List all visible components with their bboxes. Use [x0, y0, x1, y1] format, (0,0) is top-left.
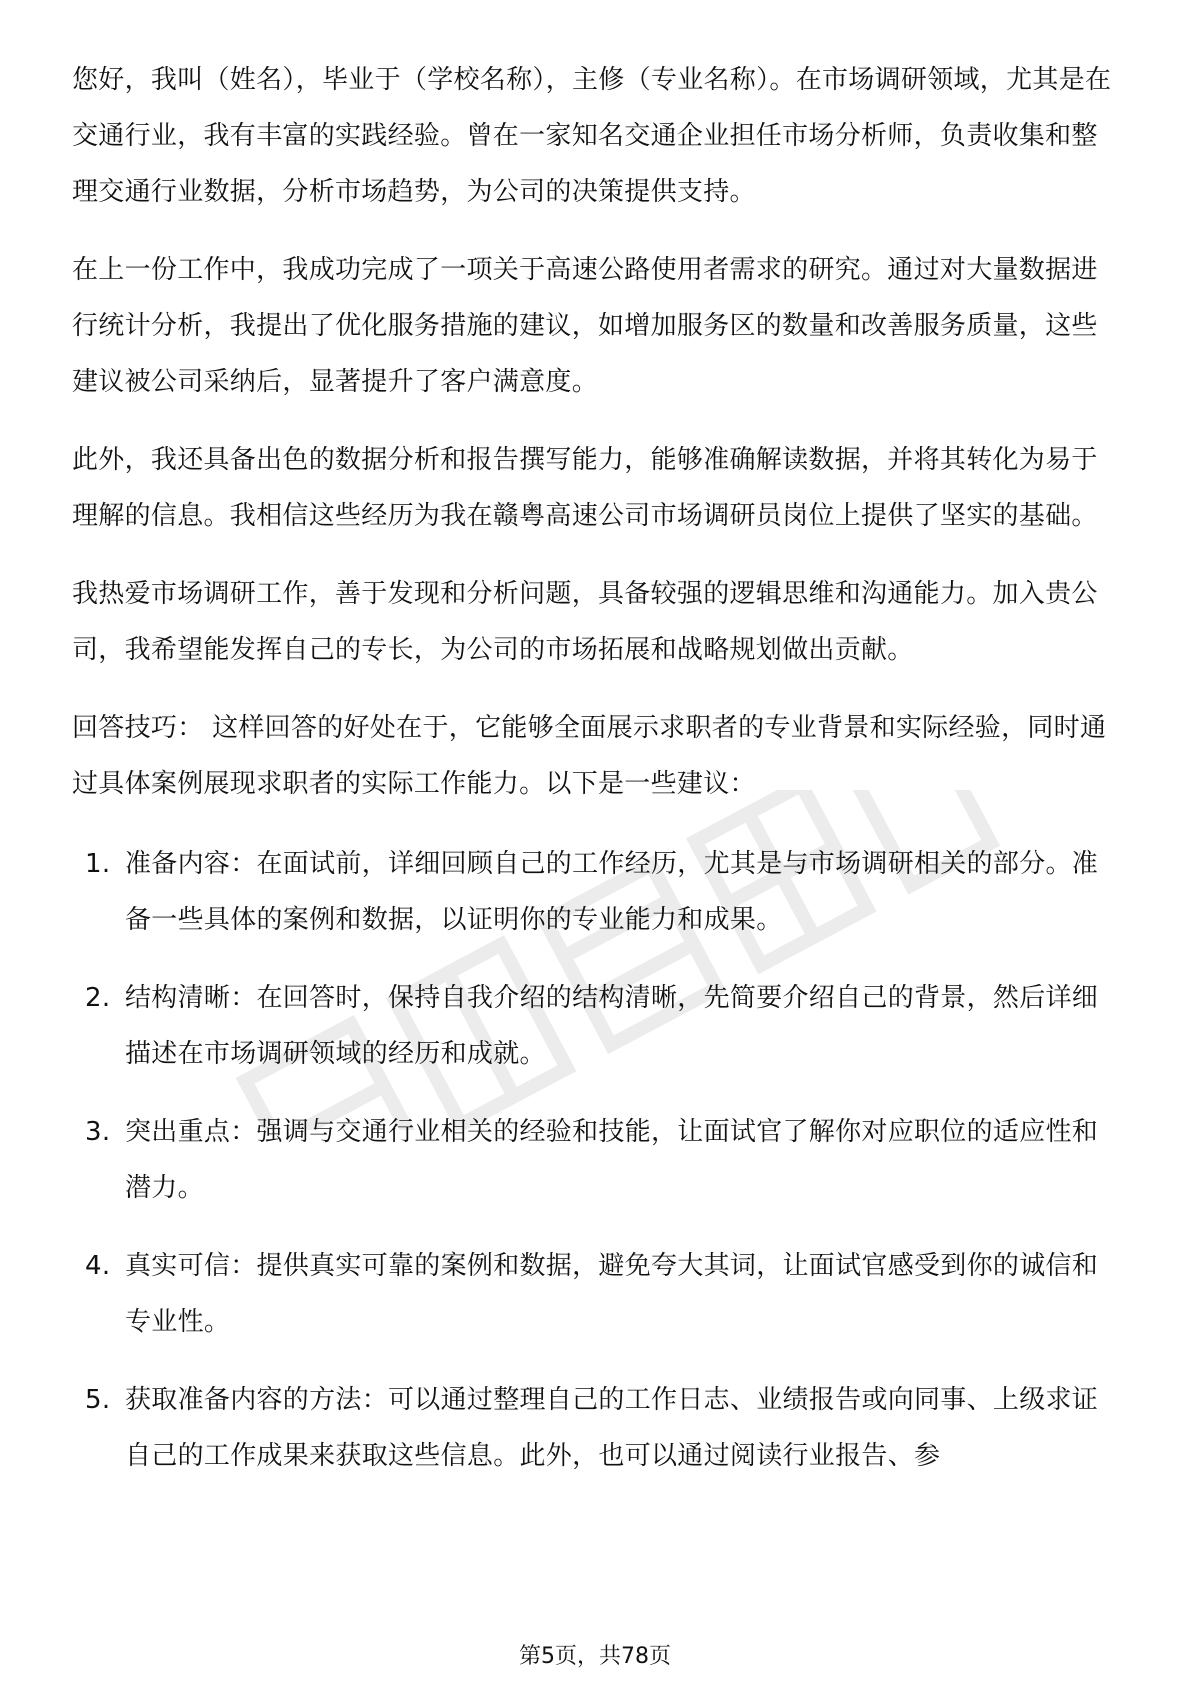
tips-intro: 回答技巧： 这样回答的好处在于，它能够全面展示求职者的专业背景和实际经验，同时通过具体案例展现求职者的实际工作能力。以下是一些建议：: [72, 713, 1107, 799]
paragraph-intro: 您好，我叫（姓名），毕业于（学校名称），主修（专业名称）。在市场调研领域，尤其是在交通行业，我有丰富的实践经验。曾在一家知名交通企业担任市场分析师，负责收集和整理交通行业数据，分析市场趋势，为公司的决策提供支持。: [72, 65, 1112, 207]
paragraph-motivation: 我热爱市场调研工作，善于发现和分析问题，具备较强的逻辑思维和沟通能力。加入贵公司，我希望能发挥自己的专长，为公司的市场拓展和战略规划做出贡献。: [72, 579, 1098, 665]
list-item: [72, 1372, 1118, 1484]
document-body: [72, 52, 1118, 1506]
list-item-number: 1.: [85, 849, 111, 879]
list-item-number: 4.: [85, 1251, 111, 1281]
list-item: [72, 836, 1118, 948]
page-number-footer: 第5页，共78页: [519, 1644, 671, 1669]
list-item-text: 突出重点：强调与交通行业相关的经验和技能，让面试官了解你对应职位的适应性和潜力。: [125, 1117, 1099, 1203]
list-item-text: 结构清晰：在回答时，保持自我介绍的结构清晰，先简要介绍自己的背景，然后详细描述在市场调研领域的经历和成就。: [125, 983, 1099, 1069]
tips-list: [72, 836, 1118, 1484]
list-item-text: 真实可信：提供真实可靠的案例和数据，避免夸大其词，让面试官感受到你的诚信和专业性。: [125, 1251, 1099, 1337]
list-item-text: 准备内容：在面试前，详细回顾自己的工作经历，尤其是与市场调研相关的部分。准备一些具体的案例和数据，以证明你的专业能力和成果。: [125, 849, 1099, 935]
list-item-number: 2.: [85, 983, 111, 1013]
list-item-number: 5.: [85, 1385, 111, 1415]
list-item-number: 3.: [85, 1117, 111, 1147]
paragraph-previous-work: 在上一份工作中，我成功完成了一项关于高速公路使用者需求的研究。通过对大量数据进行统计分析，我提出了优化服务措施的建议，如增加服务区的数量和改善服务质量，这些建议被公司采纳后，显著提升了客户满意度。: [72, 255, 1098, 397]
paragraph-skills: 此外，我还具备出色的数据分析和报告撰写能力，能够准确解读数据，并将其转化为易于理解的信息。我相信这些经历为我在赣粤高速公司市场调研员岗位上提供了坚实的基础。: [72, 445, 1098, 531]
list-item: [72, 1104, 1118, 1216]
list-item-text: 获取准备内容的方法：可以通过整理自己的工作日志、业绩报告或向同事、上级求证自己的工作成果来获取这些信息。此外，也可以通过阅读行业报告、参: [125, 1385, 1099, 1471]
list-item: [72, 970, 1118, 1082]
list-item: [72, 1238, 1118, 1350]
